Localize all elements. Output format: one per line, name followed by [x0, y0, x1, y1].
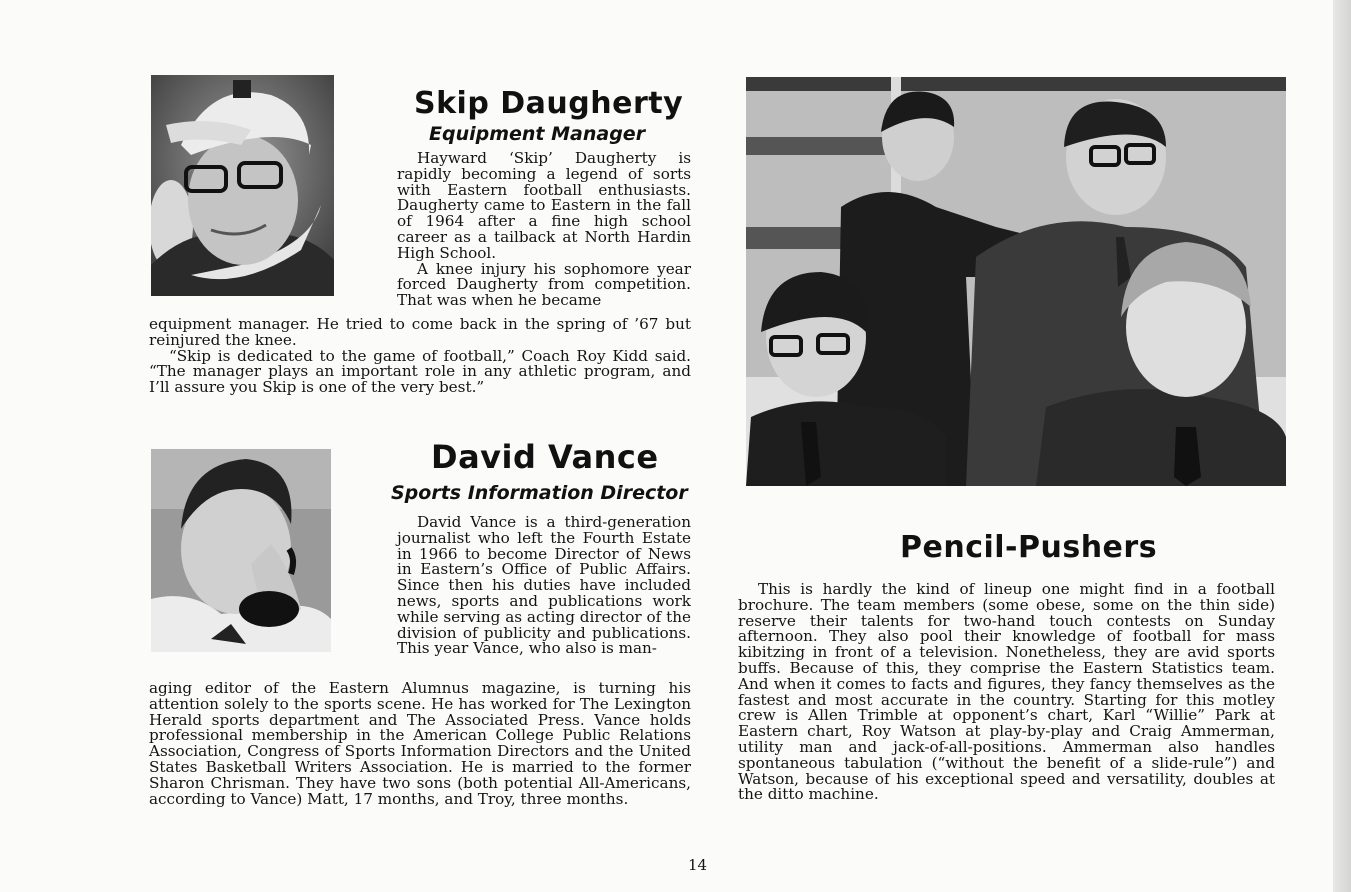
- david-vance-bio-full-width: [149, 681, 691, 807]
- skip-daugherty-bio-right-column: [397, 151, 691, 309]
- skip-daugherty-paragraph-2a: A knee injury his sophomore year forced Daugherty from competition. That was when he became: [397, 259, 691, 310]
- skip-daugherty-quote-paragraph: “Skip is dedicated to the game of football,” Coach Roy Kidd said. “The manager plays an important role in any athletic program, and I’ll assure you Skip is one of the very best.”: [149, 346, 691, 397]
- skip-daugherty-name: Skip Daugherty: [414, 86, 684, 121]
- david-vance-role: Sports Information Director: [391, 482, 688, 504]
- david-vance-name: David Vance: [431, 438, 659, 476]
- skip-daugherty-paragraph-1: Hayward ‘Skip’ Daugherty is rapidly becoming a legend of sorts with Eastern football enthusiasts. Daugherty came to Eastern in the fall of 1964 after a fine high school career as a tailback at North Hardin High School.: [397, 149, 691, 262]
- skip-daugherty-role: Equipment Manager: [429, 123, 646, 145]
- david-vance-bio-right-column: [397, 515, 691, 657]
- page-edge-shadow: [1333, 0, 1351, 892]
- page-number: 14: [688, 856, 708, 874]
- feature-title: Pencil-Pushers: [900, 530, 1158, 565]
- david-vance-paragraph-1a: David Vance is a third-generation journalist who left the Fourth Estate in 1966 to become Director of News in Eastern’s Office of Public Affairs. Since then his duties have included news, sports and publications work while serving as acting director of the division of publicity and publications. This year Vance, who also is man-: [397, 513, 691, 658]
- david-vance-paragraph-1b: aging editor of the Eastern Alumnus magazine, is turning his attention solely to the sports scene. He has worked for The Lexington Herald sports department and The Associated Press. Vance holds professional membership in the American College Public Relations Association, Congress of Sports Information Directors and the United States Basketball Writers Association. He is married to the former Sharon Chrisman. They have two sons (both potential All-Americans, according to Vance) Matt, 17 months, and Troy, three months.: [149, 679, 691, 808]
- skip-daugherty-paragraph-2b: equipment manager. He tried to come back in the spring of ’67 but reinjured the knee.: [149, 315, 691, 349]
- skip-daugherty-bio-full-width: [149, 317, 691, 396]
- pencil-pushers-group-photo: [746, 77, 1286, 486]
- feature-paragraph: This is hardly the kind of lineup one might find in a football brochure. The team members (some obese, some on the thin side) reserve their talents for two-hand touch contests on Sunday afternoon. They also pool their knowledge of football for mass kibitzing in front of a television. Nonetheless, they are avid sports buffs. Because of this, they comprise the Eastern Statistics team. And when it comes to facts and figures, they fancy themselves as the fastest and most accurate in the country. Starting for this motley crew is Allen Trimble at opponent’s chart, Karl “Willie” Park at Eastern chart, Roy Watson at play-by-play and Craig Ammerman, utility man and jack-of-all-positions. Ammerman also handles spontaneous tabulation (“without the benefit of a slide-rule”) and Watson, because of his exceptional speed and versatility, doubles at the ditto machine.: [738, 580, 1275, 804]
- skip-daugherty-photo: [151, 75, 334, 296]
- david-vance-photo: [151, 449, 331, 652]
- feature-body: [738, 582, 1275, 803]
